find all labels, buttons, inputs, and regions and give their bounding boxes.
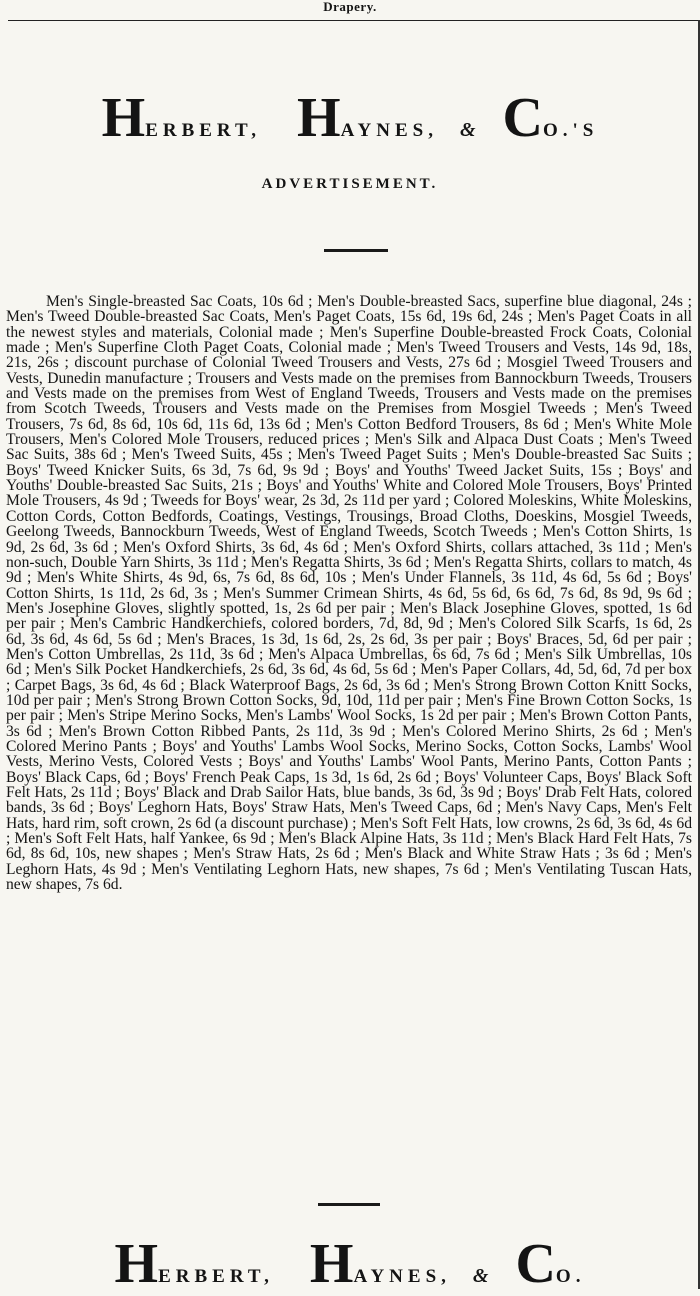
top-rule [8, 20, 700, 21]
advertisement-body: Men's Single-breasted Sac Coats, 10s 6d ; Men's Double-breasted Sacs, superfine blue diagonal, 24s ; Men's Tweed Double-breasted Sac Coats, Men's Paget Coats, 15s 6d, 19s 6d, 24s ; Men's Paget Coats in all the newest styles and materials, Colonial made ; Men's Superfine Double-breasted Frock Coats, Colonial made ; Men's Superfine Cloth Paget Coats, Colonial made ; Men's Tweed Trousers and Vests, 14s 9d, 18s, 21s, 26s ; discount purchase of Colonial Tweed Trousers and Vests, 27s 6d ; Mosgiel Tweed Trousers and Vests, Dunedin manufacture ; Trousers and Vests made on the premises from Bannockburn Tweeds, Trousers and Vests made on the premises from West of England Tweeds, Trousers and Vests made on the premises from Scotch Tweeds, Trousers and Vests made on the Premises from Mosgiel Tweeds ; Men's Tweed Trousers, 7s 6d, 8s 6d, 10s 6d, 11s 6d, 13s 6d ; Men's Cotton Bedford Trousers, 8s 6d ; Men's White Mole Trousers, Men's Colored Mole Trousers, reduced prices ; Men's Silk and Alpaca Dust Coats ; Men's Tweed Sac Suits, 38s 6d ; Men's Tweed Suits, 45s ; Men's Tweed Paget Suits ; Men's Double-breasted Sac Suits ; Boys' Tweed Knicker Suits, 6s 3d, 7s 6d, 9s 9d ; Boys' and Youths' Tweed Jacket Suits, 15s ; Boys' and Youths' Double-breasted Sac Suits, 21s ; Boys' and Youths' White and Colored Mole Trousers, Boys' Printed Mole Trousers, 4s 9d ; Tweeds for Boys' wear, 2s 3d, 2s 11d per yard ; Colored Moleskins, White Moleskins, Cotton Cords, Cotton Bedfords, Coatings, Vestings, Trousings, Broad Cloths, Doeskins, Mosgiel Tweeds, Geelong Tweeds, Bannockburn Tweeds, West of England Tweeds, Scotch Tweeds ; Men's Cotton Shirts, 1s 9d, 2s 6d, 3s 6d ; Men's Oxford Shirts, 3s 6d, 4s 6d ; Men's Oxford Shirts, collars attached, 3s 11d ; Men's non-such, Double Yarn Shirts, 3s 11d ; Men's Regatta Shirts, 3s 6d ; Men's Regatta Shirts, collars to match, 4s 9d ; Men's White Shirts, 4s 9d, 6s, 7s 6d, 8s 6d, 10s ; Men's Under Flannels, 3s 11d, 4s 6d, 5s 6d ; Boys' Cotton Shirts, 1s 11d, 2s 6d, 3s ; Men's Summer Crimean Shirts, 4s 6d, 5s 6d, 6s 6d, 7s 6d, 8s 9d, 9s 6d ; Men's Josephine Gloves, slightly spotted, 1s, 2s 6d per pair ; Men's Black Josephine Gloves, spotted, 1s 6d per pair ; Men's Cambric Handkerchiefs, colored borders, 7d, 8d, 9d ; Men's Colored Silk Scarfs, 1s 6d, 2s 6d, 3s 6d, 4s 6d, 5s 6d ; Men's Braces, 1s 3d, 1s 6d, 2s, 2s 6d, 3s per pair ; Boys' Braces, 5d, 6d per pair ; Men's Cotton Umbrellas, 2s 11d, 3s 6d ; Men's Alpaca Umbrellas, 6s 6d, 7s 6d ; Men's Silk Umbrellas, 10s 6d ; Men's Silk Pocket Handkerchiefs, 2s 6d, 3s 6d, 4s 6d, 5s 6d ; Men's Paper Collars, 4d, 5d, 6d, 7d per box ; Carpet Bags, 3s 6d, 4s 6d ; Black Waterproof Bags, 2s 6d, 3s 6d ; Men's Strong Brown Cotton Knitt Socks, 10d per pair ; Men's Strong Brown Cotton Socks, 9d, 10d, 11d per pair ; Men's Fine Brown Cotton Socks, 1s per pair ; Men's Stripe Merino Socks, Men's Lambs' Wool Socks, 1s 2d per pair ; Men's Brown Cotton Pants, 3s 6d ; Men's Brown Cotton Ribbed Pants, 2s 11d, 3s 9d ; Men's Colored Merino Shirts, 2s 6d ; Men's Colored Merino Pants ; Boys' and Youths' Lambs Wool Socks, Merino Socks, Cotton Socks, Lambs' Wool Vests, Merino Vests, Colored Vests ; Boys' and Youths' Lambs' Wool Pants, Merino Pants, Cotton Pants ; Boys' Black Caps, 6d ; Boys' French Peak Caps, 1s 3d, 1s 6d, 2s 6d ; Boys' Volunteer Caps, Boys' Black Soft Felt Hats, 2s 11d ; Boys' Black and Drab Sailor Hats, blue bands, 3s 6d, 3s 9d ; Boys' Drab Felt Hats, colored bands, 3s 6d ; Boys' Leghorn Hats, Boys' Straw Hats, Men's Tweed Caps, 6d ; Men's Navy Caps, Men's Felt Hats, hard rim, soft crown, 2s 6d (a discount purchase) ; Men's Soft Felt Hats, low crowns, 2s 6d, 3s 6d, 4s 6d ; Men's Soft Felt Hats, half Yankee, 6s 9d ; Men's Black Alpine Hats, 3s 11d ; Men's Black Hard Felt Hats, 7s 6d, 8s 6d, 10s, new shapes ; Men's Straw Hats, 2s 6d ; Men's Black and White Straw Hats ; 3s 6d ; Men's Leghorn Hats, 4s 9d ; Men's Ventilating Leghorn Hats, new shapes, 7s 6d ; Men's Ventilating Tuscan Hats, new shapes, 7s 6d. [6, 293, 692, 894]
word-haynes: AYNES, [340, 120, 438, 141]
divider-bottom [318, 1203, 380, 1206]
initial-h2: H [309, 1233, 354, 1295]
firm-name-top [0, 86, 700, 150]
initial-h2: H [297, 87, 341, 149]
word-co: O.'S [543, 120, 599, 141]
word-co: O. [555, 1266, 586, 1287]
initial-c: C [502, 87, 543, 149]
initial-c: C [515, 1233, 556, 1295]
divider-top [324, 249, 388, 252]
firm-name-bottom [0, 1232, 700, 1296]
initial-h1: H [101, 87, 146, 149]
section-header: Drapery. [323, 0, 377, 14]
word-herbert: ERBERT, [145, 120, 261, 141]
word-herbert: ERBERT, [158, 1266, 274, 1287]
ampersand: & [472, 1265, 494, 1287]
initial-h1: H [114, 1233, 159, 1295]
advertisement-title: ADVERTISEMENT. [261, 176, 439, 192]
ampersand: & [459, 119, 481, 141]
word-haynes: AYNES, [353, 1266, 451, 1287]
